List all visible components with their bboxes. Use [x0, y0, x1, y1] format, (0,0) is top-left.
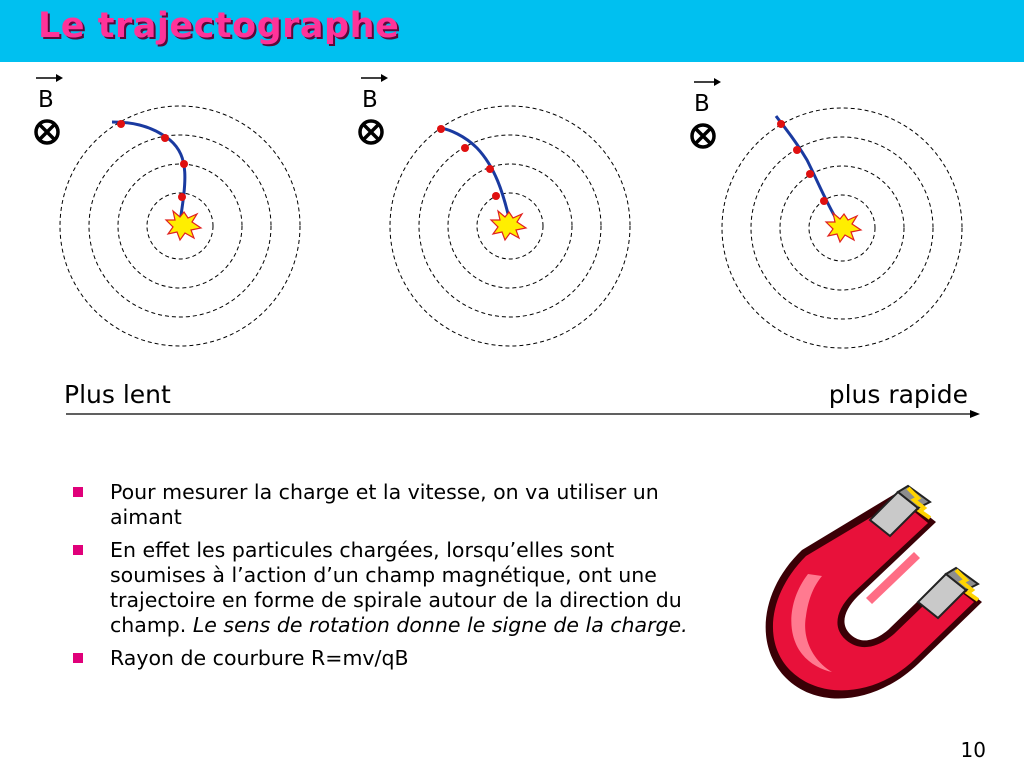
hit-point — [777, 120, 785, 128]
page-number: 10 — [960, 738, 986, 762]
list-item — [70, 480, 710, 530]
hit-point — [117, 120, 125, 128]
collision-burst-icon — [826, 213, 861, 242]
vector-arrow-icon — [36, 74, 63, 82]
horseshoe-magnet-icon — [748, 478, 988, 708]
detector-panel-fast — [690, 62, 990, 362]
hit-points — [437, 125, 500, 200]
field-into-page-icon — [692, 125, 714, 147]
collision-burst-icon — [166, 211, 201, 240]
slide-title: Le trajectographe — [38, 6, 400, 46]
bullet-text-italic: Le sens de rotation donne le signe de la charge. — [192, 613, 688, 637]
hit-point — [486, 165, 494, 173]
hit-point — [820, 197, 828, 205]
hit-point — [492, 192, 500, 200]
fast-label: plus rapide — [828, 380, 968, 409]
field-into-page-icon — [360, 121, 382, 143]
particle-trajectory — [112, 122, 185, 222]
collision-burst-icon — [491, 211, 526, 240]
detector-diagram-slow — [20, 62, 320, 362]
bullet-text: En effet les particules chargées, lorsqu’elles sont soumises à l’action d’un champ magnétique, ont une trajectoire en forme de spirale autour de la direction du champ. — [110, 538, 682, 637]
field-label: B — [694, 91, 710, 117]
hit-point — [437, 125, 445, 133]
hit-point — [161, 134, 169, 142]
list-item — [70, 646, 710, 671]
particle-trajectory — [776, 116, 838, 222]
bullet-list — [70, 480, 710, 679]
detector-panel-medium — [345, 62, 645, 362]
detector-panel-slow — [20, 62, 320, 362]
vector-arrow-icon — [361, 74, 388, 82]
hit-points — [777, 120, 828, 205]
bullet-square-icon — [73, 545, 83, 555]
hit-point — [793, 146, 801, 154]
title-bar — [0, 0, 1024, 62]
bullet-text: Pour mesurer la charge et la vitesse, on va utiliser un aimant — [110, 480, 659, 529]
detector-diagram-fast — [690, 62, 990, 362]
field-label: B — [362, 87, 378, 113]
bullet-square-icon — [73, 653, 83, 663]
hit-points — [117, 120, 188, 201]
detector-diagram-medium — [345, 62, 645, 362]
bullet-text: Rayon de courbure R=mv/qB — [110, 646, 409, 670]
hit-point — [178, 193, 186, 201]
field-into-page-icon — [36, 121, 58, 143]
hit-point — [461, 144, 469, 152]
speed-scale — [0, 378, 1024, 428]
slow-label: Plus lent — [64, 380, 171, 409]
bullet-square-icon — [73, 487, 83, 497]
field-label: B — [38, 87, 54, 113]
list-item — [70, 538, 710, 638]
hit-point — [180, 160, 188, 168]
vector-arrow-icon — [694, 78, 721, 86]
speed-arrow — [66, 408, 982, 420]
hit-point — [806, 170, 814, 178]
